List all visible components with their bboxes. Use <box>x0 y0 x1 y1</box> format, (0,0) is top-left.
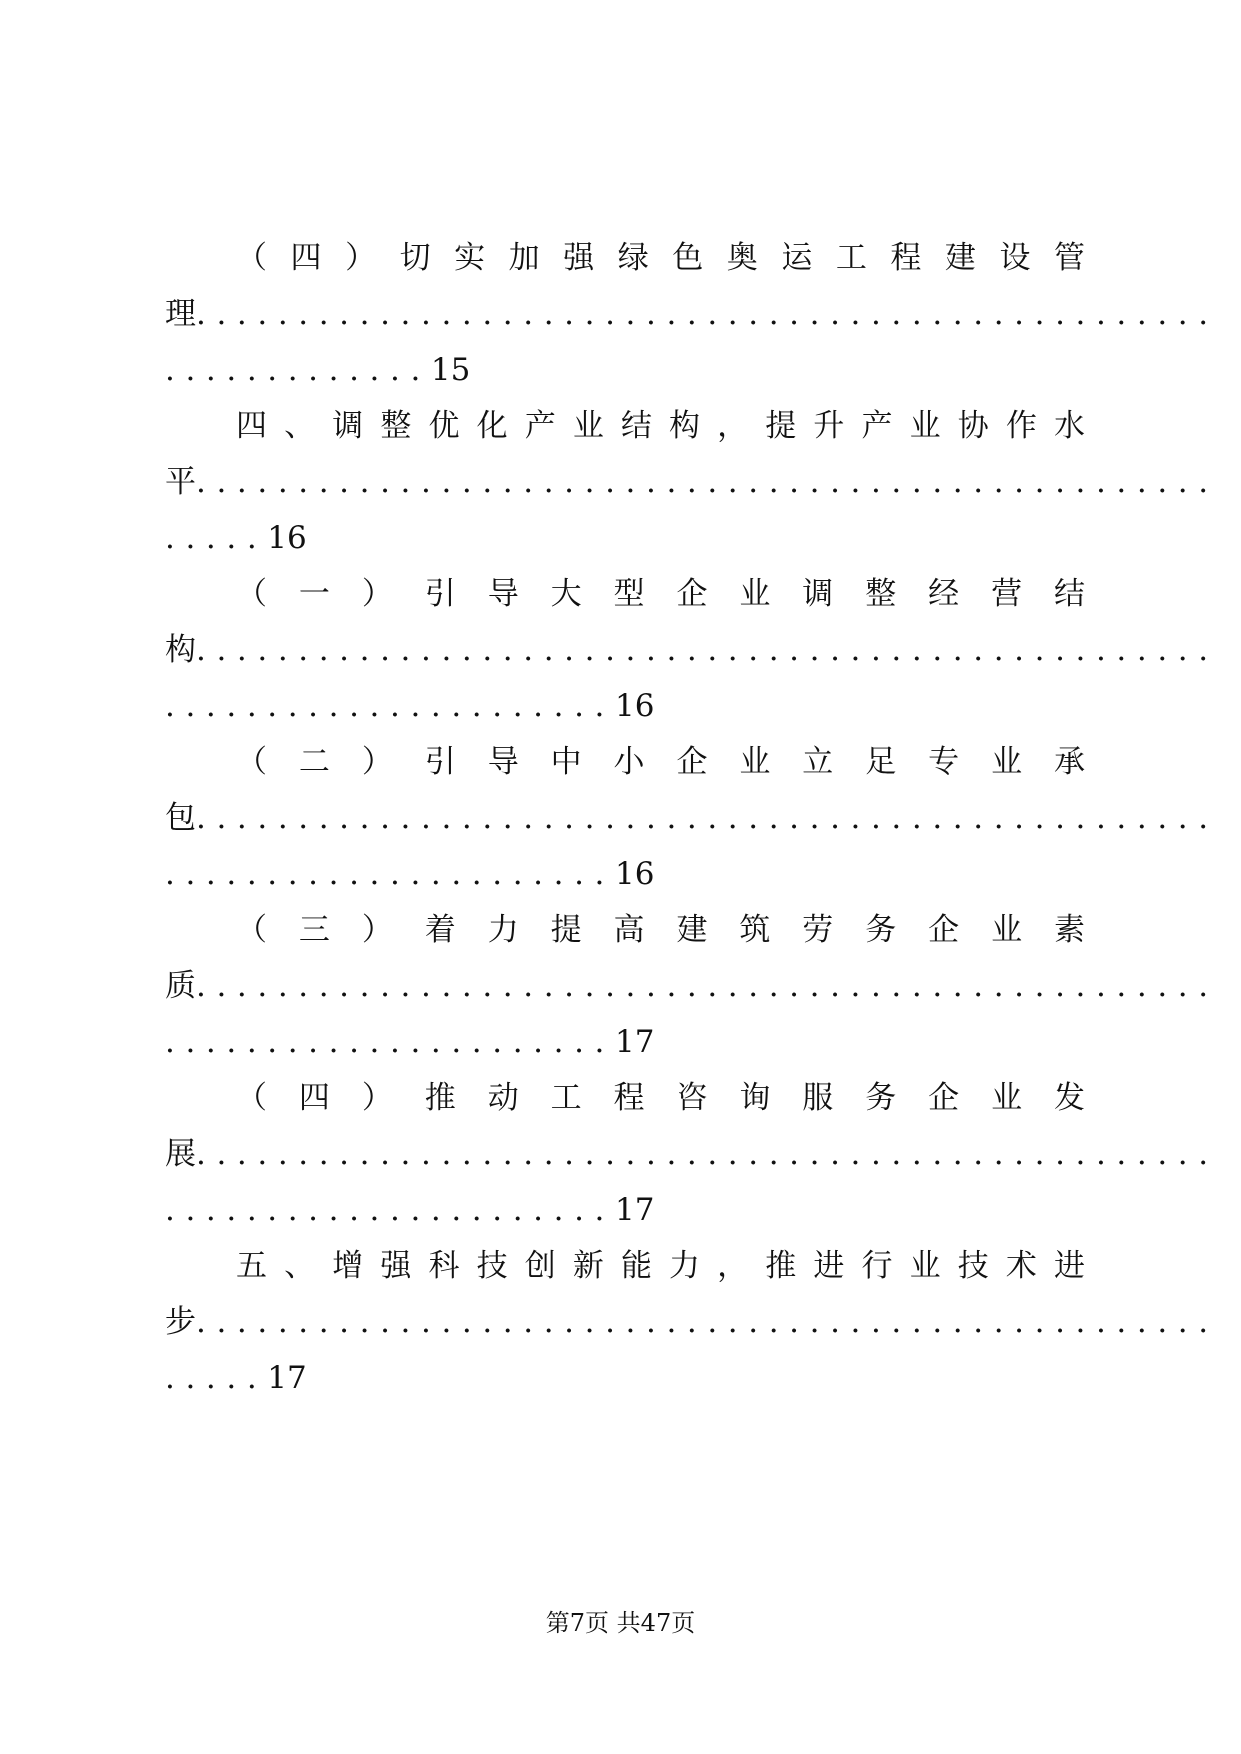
toc-heading: （四）推动工程咨询服务企业发 <box>236 1080 1085 1116</box>
toc-leader: .................................................. <box>196 1136 1219 1172</box>
toc-leader: .................................................. <box>196 800 1219 836</box>
toc-page-line <box>165 518 1085 558</box>
toc-cont-char: 步 <box>165 1304 196 1340</box>
toc-page-number: 17 <box>267 1360 307 1396</box>
toc-page-number: 16 <box>615 688 655 724</box>
toc-page-number: 15 <box>430 352 471 388</box>
toc-page-line <box>165 350 1085 390</box>
toc-leader: ..... <box>165 1360 268 1396</box>
toc-cont-char: 构 <box>165 632 196 668</box>
toc-page-line <box>165 686 1085 726</box>
toc-page-number: 16 <box>267 520 307 556</box>
toc-leader: .................................................. <box>196 968 1219 1004</box>
toc-heading: （一）引导大型企业调整经营结 <box>236 576 1085 612</box>
toc-page-line <box>165 1190 1085 1230</box>
toc-cont-char: 质 <box>165 968 196 1004</box>
toc-continuation <box>165 966 1219 1006</box>
toc-page-line <box>165 854 1085 894</box>
toc-continuation <box>165 462 1219 502</box>
toc-page-number: 17 <box>615 1024 655 1060</box>
toc-cont-char: 展 <box>165 1136 196 1172</box>
toc-leader: ...................... <box>165 1024 615 1060</box>
toc-page-line <box>165 1022 1085 1062</box>
toc-leader: .................................................. <box>196 464 1219 500</box>
toc-heading: （四）切实加强绿色奥运工程建设管 <box>236 240 1085 276</box>
toc-cont-char: 平 <box>165 464 196 500</box>
toc-heading: 四、调整优化产业结构，提升产业协作水 <box>236 408 1085 444</box>
toc-continuation <box>165 294 1219 334</box>
toc-cont-char: 包 <box>165 800 196 836</box>
toc-page-line <box>165 1358 1085 1398</box>
toc-leader: ..... <box>165 520 268 556</box>
toc-heading: （三）着力提高建筑劳务企业素 <box>236 912 1085 948</box>
toc-cont-char: 理 <box>165 296 196 332</box>
page-footer: 第7页 共47页 <box>545 1609 696 1637</box>
toc-leader: ............. <box>165 352 431 388</box>
toc-continuation <box>165 630 1219 670</box>
toc-leader: .................................................. <box>196 296 1219 332</box>
toc-leader: ...................... <box>165 1192 615 1228</box>
toc-leader: ...................... <box>165 856 615 892</box>
toc-continuation <box>165 1134 1219 1174</box>
toc-page-number: 16 <box>615 856 655 892</box>
toc-heading: （二）引导中小企业立足专业承 <box>236 744 1085 780</box>
toc-page-number: 17 <box>615 1192 655 1228</box>
toc-leader: .................................................. <box>196 632 1219 668</box>
toc-leader: .................................................. <box>196 1304 1219 1340</box>
toc-heading: 五、增强科技创新能力，推进行业技术进 <box>236 1248 1085 1284</box>
toc-continuation <box>165 1302 1219 1342</box>
toc-leader: ...................... <box>165 688 615 724</box>
toc-continuation <box>165 798 1219 838</box>
